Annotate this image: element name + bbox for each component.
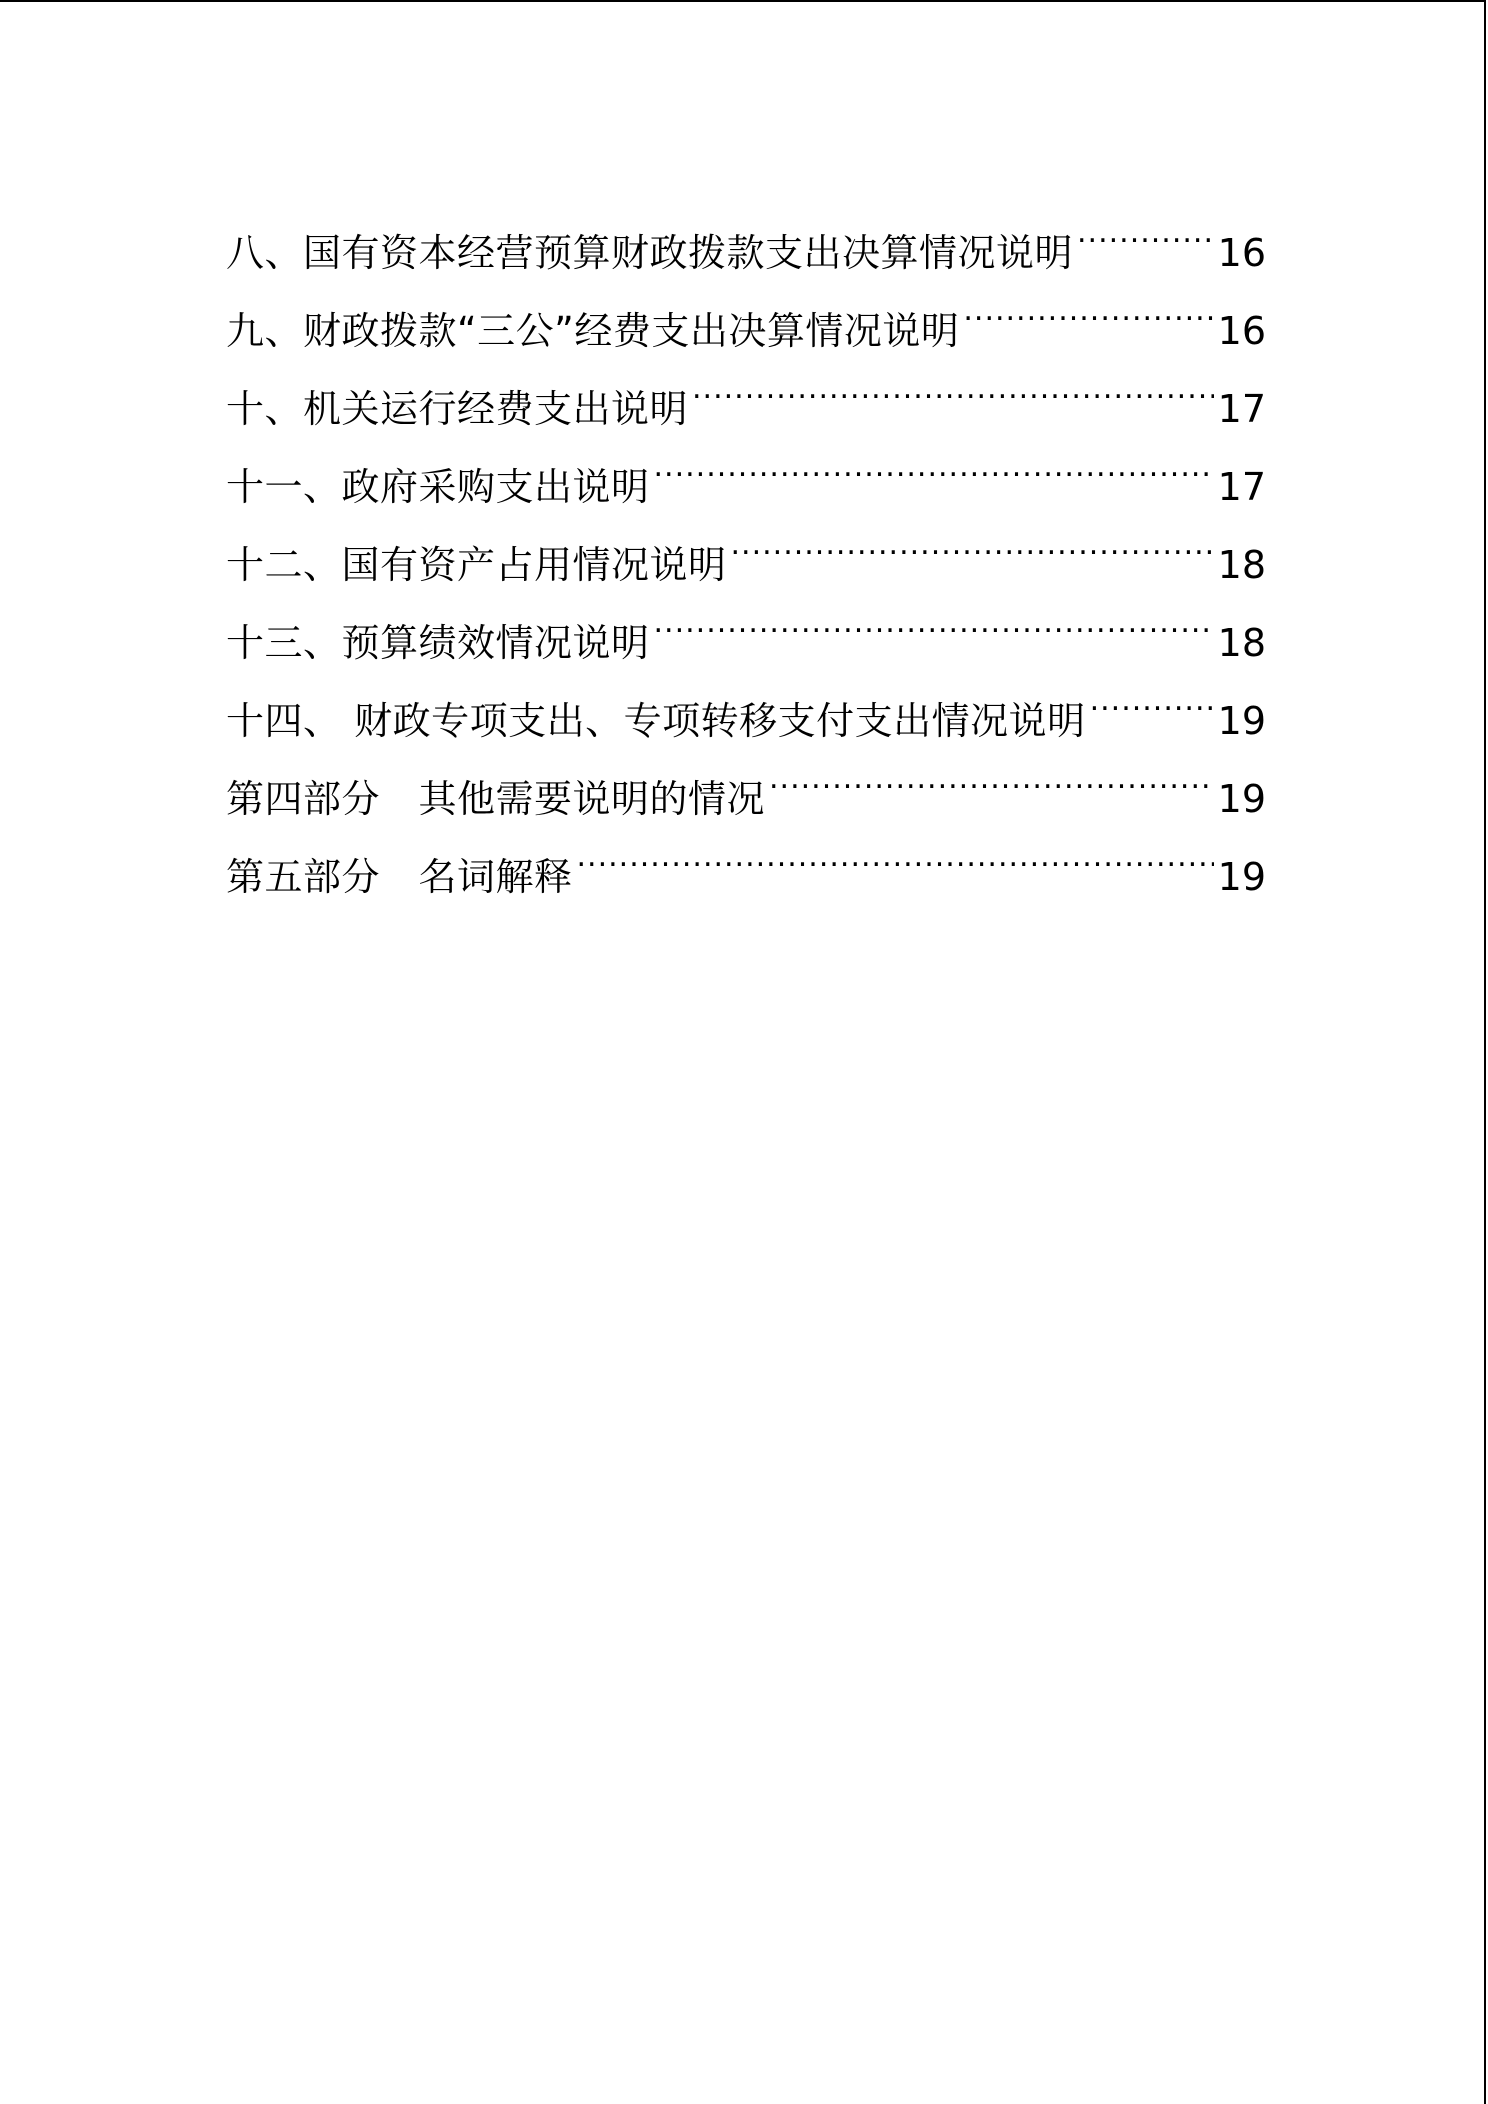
- toc-entry-title: 十三、预算绩效情况说明: [226, 621, 650, 665]
- toc-entry-title: 九、财政拨款“三公”经费支出决算情况说明: [226, 309, 960, 353]
- toc-page-number: 17: [1217, 465, 1266, 509]
- toc-entry-title: 十、机关运行经费支出说明: [226, 387, 689, 431]
- toc-page-number: 16: [1217, 309, 1266, 353]
- toc-page-number: 18: [1217, 543, 1266, 587]
- toc-dot-leader: [1090, 656, 1214, 734]
- toc-page-number: 18: [1217, 621, 1266, 665]
- toc-dot-leader: [731, 500, 1214, 578]
- toc-page-number: 19: [1217, 699, 1266, 743]
- toc-page-number: 19: [1217, 855, 1266, 899]
- toc-entry-title: 八、国有资本经营预算财政拨款支出决算情况说明: [226, 231, 1074, 275]
- toc-entry-title: 十二、国有资产占用情况说明: [226, 543, 727, 587]
- toc-entry-title: 十一、政府采购支出说明: [226, 465, 650, 509]
- toc-entry-title: 十四、 财政专项支出、专项转移支付支出情况说明: [226, 699, 1086, 743]
- toc-page-number: 17: [1217, 387, 1266, 431]
- toc-entry[interactable]: [226, 188, 1266, 275]
- toc-dot-leader: [963, 266, 1213, 344]
- toc-dot-leader: [1077, 188, 1214, 266]
- toc-dot-leader: [769, 734, 1214, 812]
- table-of-contents: [226, 188, 1266, 899]
- toc-dot-leader: [654, 422, 1214, 500]
- toc-entry-title: 第四部分 其他需要说明的情况: [226, 777, 766, 821]
- toc-page-number: 19: [1217, 777, 1266, 821]
- toc-page-number: 16: [1217, 231, 1266, 275]
- toc-dot-leader: [654, 578, 1214, 656]
- toc-dot-leader: [577, 812, 1214, 890]
- toc-dot-leader: [692, 344, 1214, 422]
- toc-entry-title: 第五部分 名词解释: [226, 855, 573, 899]
